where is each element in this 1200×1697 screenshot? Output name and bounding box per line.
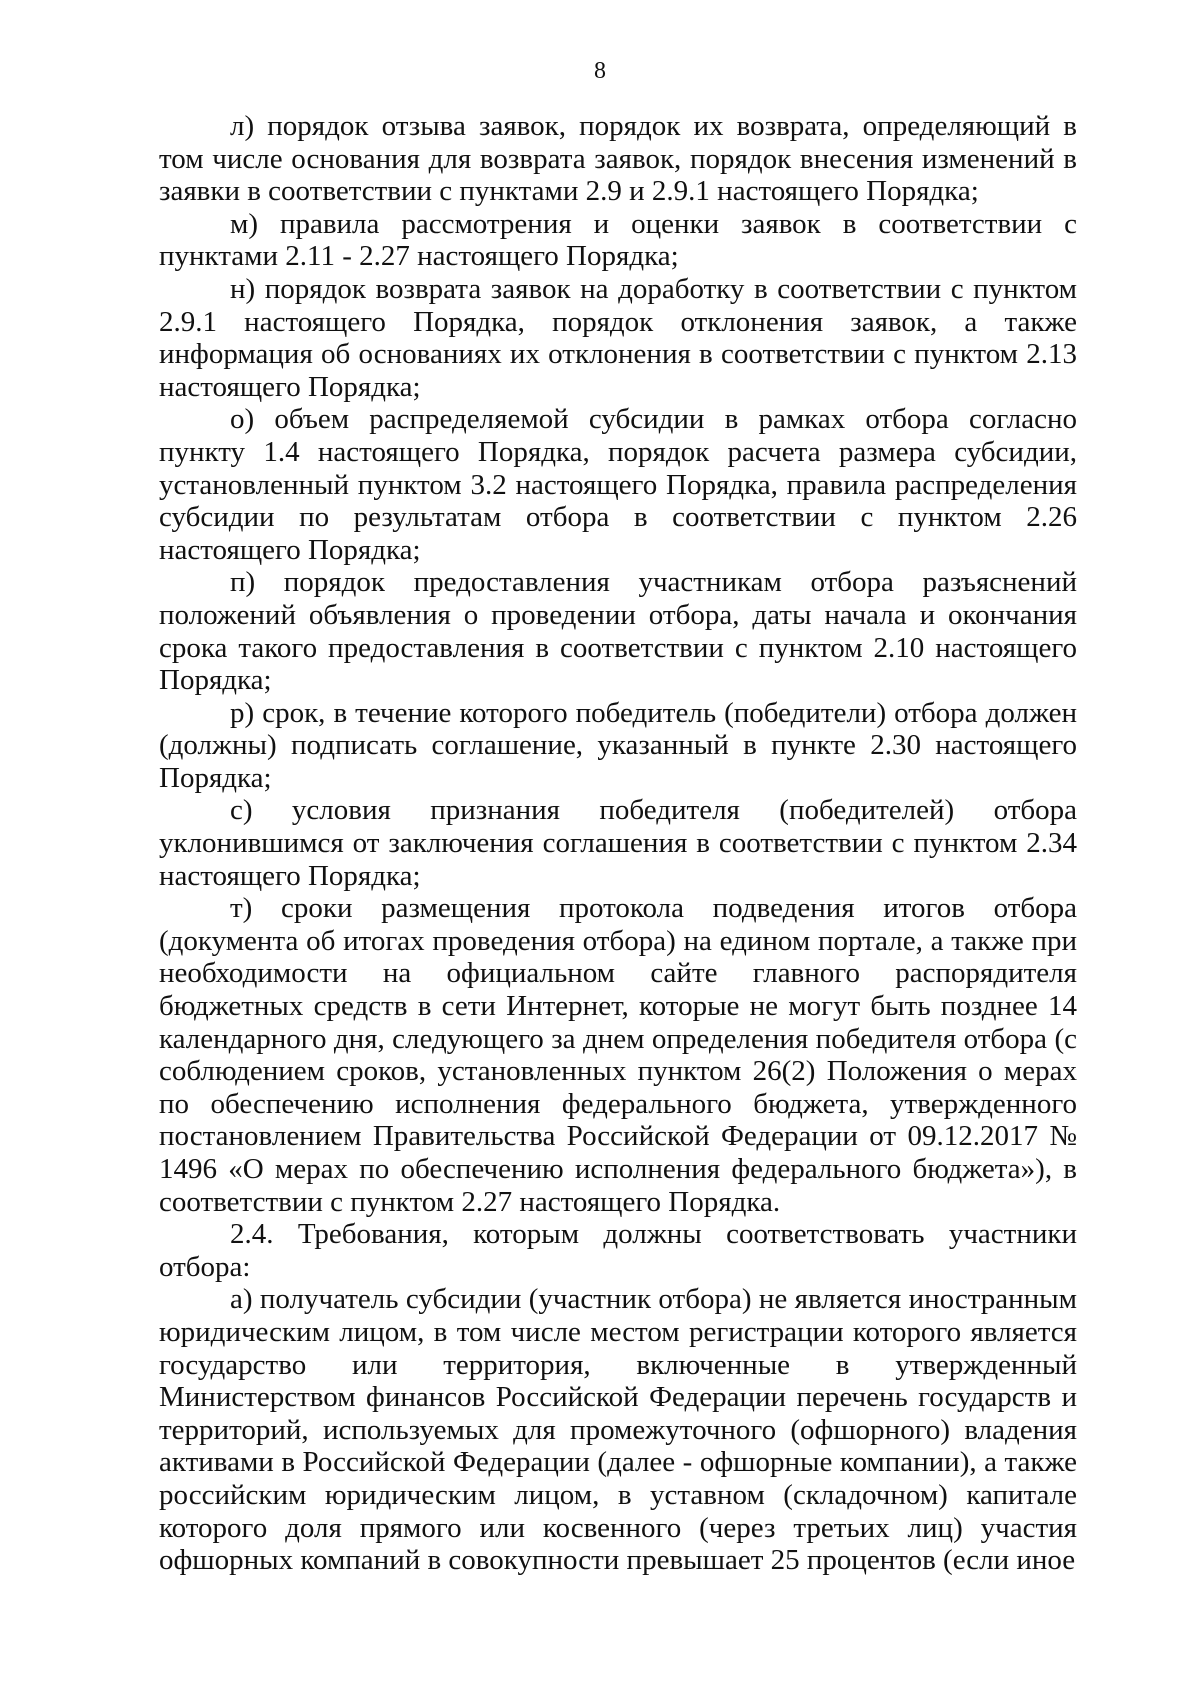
page-number: 8 <box>594 58 606 84</box>
paragraph-o: о) объем распределяемой субсидии в рамках отбора согласно пункту 1.4 настоящего Порядка, порядок расчета размера субсидии, установленный пунктом 3.2 настоящего Порядка, правила распределения субсидии по результатам отбора в соответствии с пунктом 2.26 настоящего Порядка; <box>159 403 1077 566</box>
document-body <box>159 110 1077 1577</box>
paragraph-p: п) порядок предоставления участникам отбора разъяснений положений объявления о проведении отбора, даты начала и окончания срока такого предоставления в соответствии с пунктом 2.10 настоящего Порядка; <box>159 566 1077 697</box>
paragraph-t: т) сроки размещения протокола подведения итогов отбора (документа об итогах проведения отбора) на едином портале, а также при необходимости на официальном сайте главного распорядителя бюджетных средств в сети Интернет, которые не могут быть позднее 14 календарного дня, следующего за днем определения победителя отбора (с соблюдением сроков, установленных пунктом 26(2) Положения о мерах по обеспечению исполнения федерального бюджета, утвержденного постановлением Правительства Российской Федерации от 09.12.2017 № 1496 «О мерах по обеспечению исполнения федерального бюджета»), в соответствии с пунктом 2.27 настоящего Порядка. <box>159 892 1077 1218</box>
paragraph-l: л) порядок отзыва заявок, порядок их возврата, определяющий в том числе основания для возврата заявок, порядок внесения изменений в заявки в соответствии с пунктами 2.9 и 2.9.1 настоящего Порядка; <box>159 110 1077 208</box>
paragraph-n: н) порядок возврата заявок на доработку в соответствии с пунктом 2.9.1 настоящего Порядка, порядок отклонения заявок, а также информация об основаниях их отклонения в соответствии с пунктом 2.13 настоящего Порядка; <box>159 272 1077 403</box>
paragraph-a: а) получатель субсидии (участник отбора) не является иностранным юридическим лицом, в том числе местом регистрации которого является государство или территория, включенные в утвержденный Министерством финансов Российской Федерации перечень государств и территорий, используемых для промежуточного (офшорного) владения активами в Российской Федерации (далее - офшорные компании), а также российским юридическим лицом, в уставном (складочном) капитале которого доля прямого или косвенного (через третьих лиц) участия офшорных компаний в совокупности превышает 25 процентов (если иное <box>159 1283 1077 1577</box>
paragraph-r: р) срок, в течение которого победитель (победители) отбора должен (должны) подписать соглашение, указанный в пункте 2.30 настоящего Порядка; <box>159 696 1077 794</box>
paragraph-s: с) условия признания победителя (победителей) отбора уклонившимся от заключения соглашения в соответствии с пунктом 2.34 настоящего Порядка; <box>159 794 1077 892</box>
paragraph-m: м) правила рассмотрения и оценки заявок в соответствии с пунктами 2.11 - 2.27 настоящего Порядка; <box>159 207 1077 273</box>
section-2-4-heading: 2.4. Требования, которым должны соответствовать участники отбора: <box>159 1218 1077 1283</box>
